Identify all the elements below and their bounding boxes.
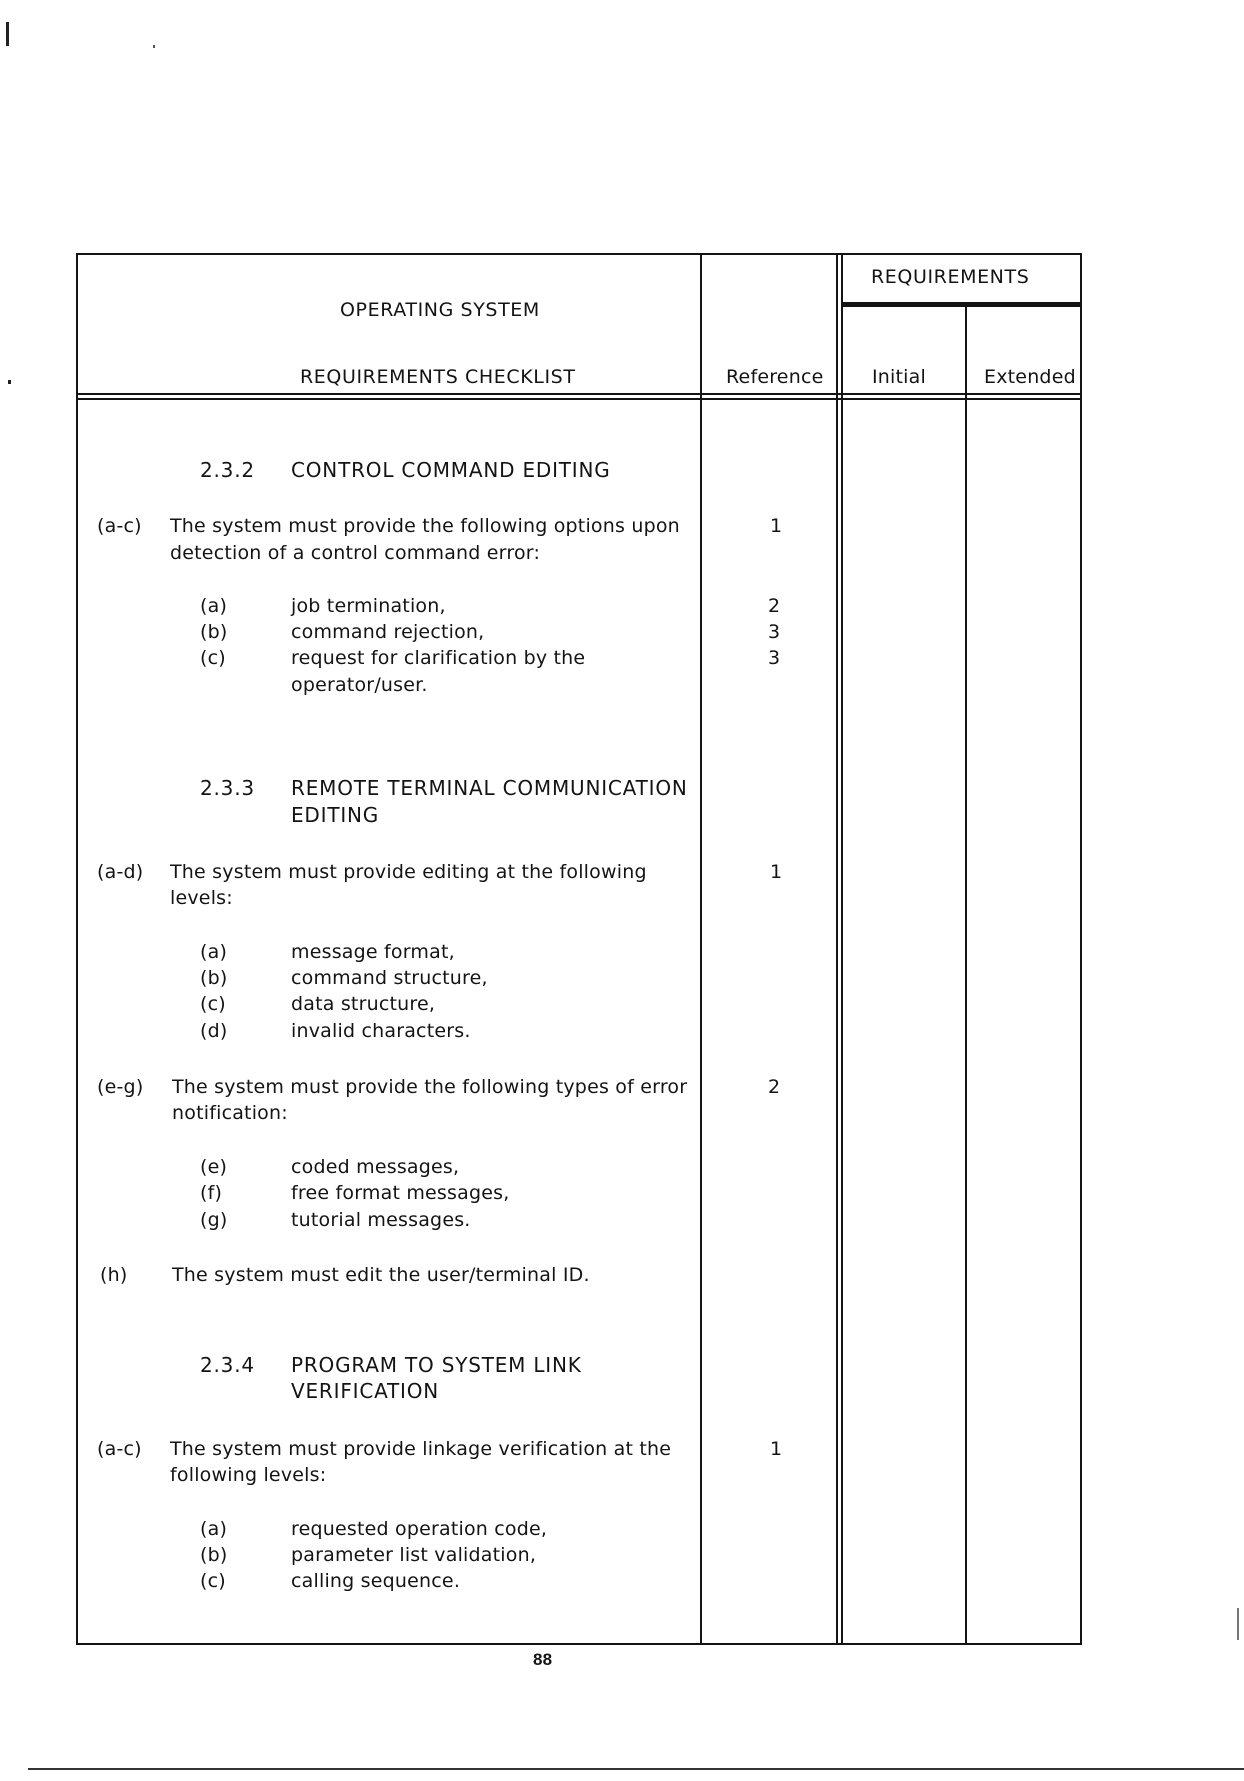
reference-column-divider: [700, 253, 702, 1645]
requirement-text: The system must provide editing at the following: [170, 861, 647, 883]
scan-mark: [6, 22, 9, 46]
item-text: requested operation code,: [291, 1518, 548, 1540]
item-text: operator/user.: [291, 674, 428, 696]
requirements-double-divider-a: [836, 253, 838, 1645]
table-title-line2: REQUIREMENTS CHECKLIST: [300, 366, 576, 388]
initial-extended-divider: [965, 306, 967, 1645]
item-text: job termination,: [291, 595, 446, 617]
table-right-border: [1080, 253, 1082, 1645]
section-number: 2.3.4: [200, 1353, 255, 1377]
item-label: (d): [200, 1020, 228, 1042]
initial-column-header: Initial: [872, 366, 926, 388]
section-title: EDITING: [291, 803, 380, 827]
item-text: message format,: [291, 941, 455, 963]
item-label: (a): [200, 941, 228, 963]
section-title: REMOTE TERMINAL COMMUNICATION: [291, 776, 688, 800]
requirement-id: (a-c): [97, 1438, 142, 1460]
item-label: (a): [200, 595, 228, 617]
requirements-subheader-rule: [842, 302, 1082, 307]
item-reference: 3: [768, 621, 781, 643]
item-text: free format messages,: [291, 1182, 510, 1204]
item-text: data structure,: [291, 993, 436, 1015]
item-label: (c): [200, 647, 226, 669]
item-label: (c): [200, 993, 226, 1015]
reference-column-header: Reference: [726, 366, 824, 388]
scan-mark: [153, 45, 155, 48]
item-text: tutorial messages.: [291, 1209, 471, 1231]
item-label: (f): [200, 1182, 223, 1204]
header-double-rule-b: [76, 398, 1082, 400]
requirement-text: The system must provide linkage verification at the: [170, 1438, 672, 1460]
table-top-border: [76, 253, 1082, 255]
item-text: request for clarification by the: [291, 647, 586, 669]
requirement-id: (h): [100, 1264, 128, 1286]
scan-mark: [8, 380, 11, 384]
requirement-id: (a-c): [97, 515, 142, 537]
requirement-reference: 1: [770, 515, 783, 537]
extended-column-header: Extended: [984, 366, 1076, 388]
table-bottom-border: [76, 1643, 1082, 1645]
item-label: (e): [200, 1156, 228, 1178]
item-label: (b): [200, 967, 228, 989]
header-double-rule-a: [76, 393, 1082, 395]
section-number: 2.3.3: [200, 776, 255, 800]
requirements-column-header: REQUIREMENTS: [871, 266, 1030, 288]
item-text: parameter list validation,: [291, 1544, 537, 1566]
requirement-text: levels:: [170, 887, 233, 909]
table-title-line1: OPERATING SYSTEM: [340, 299, 540, 321]
item-text: command rejection,: [291, 621, 485, 643]
requirement-reference: 1: [770, 1438, 783, 1460]
item-reference: 3: [768, 647, 781, 669]
item-text: command structure,: [291, 967, 488, 989]
requirements-double-divider-b: [841, 253, 843, 1645]
item-label: (a): [200, 1518, 228, 1540]
item-text: calling sequence.: [291, 1570, 461, 1592]
page-number: 88: [533, 1650, 553, 1669]
requirement-id: (e-g): [97, 1076, 144, 1098]
requirement-reference: 2: [768, 1076, 781, 1098]
page-bottom-rule: [28, 1768, 1244, 1770]
item-text: coded messages,: [291, 1156, 460, 1178]
item-label: (c): [200, 1570, 226, 1592]
requirement-id: (a-d): [97, 861, 144, 883]
section-number: 2.3.2: [200, 458, 255, 482]
requirement-text: notification:: [172, 1102, 288, 1124]
requirement-text: detection of a control command error:: [170, 542, 541, 564]
table-left-border: [76, 253, 78, 1645]
item-label: (g): [200, 1209, 228, 1231]
scan-mark: [1237, 1608, 1239, 1640]
requirement-text: The system must provide the following options upon: [170, 515, 680, 537]
item-label: (b): [200, 1544, 228, 1566]
item-text: invalid characters.: [291, 1020, 471, 1042]
requirement-text: The system must provide the following types of error: [172, 1076, 688, 1098]
requirement-reference: 1: [770, 861, 783, 883]
requirement-text: following levels:: [170, 1464, 327, 1486]
item-reference: 2: [768, 595, 781, 617]
requirement-text: The system must edit the user/terminal ID.: [172, 1264, 590, 1286]
section-title: VERIFICATION: [291, 1379, 440, 1403]
item-label: (b): [200, 621, 228, 643]
section-title: PROGRAM TO SYSTEM LINK: [291, 1353, 582, 1377]
section-title: CONTROL COMMAND EDITING: [291, 458, 611, 482]
